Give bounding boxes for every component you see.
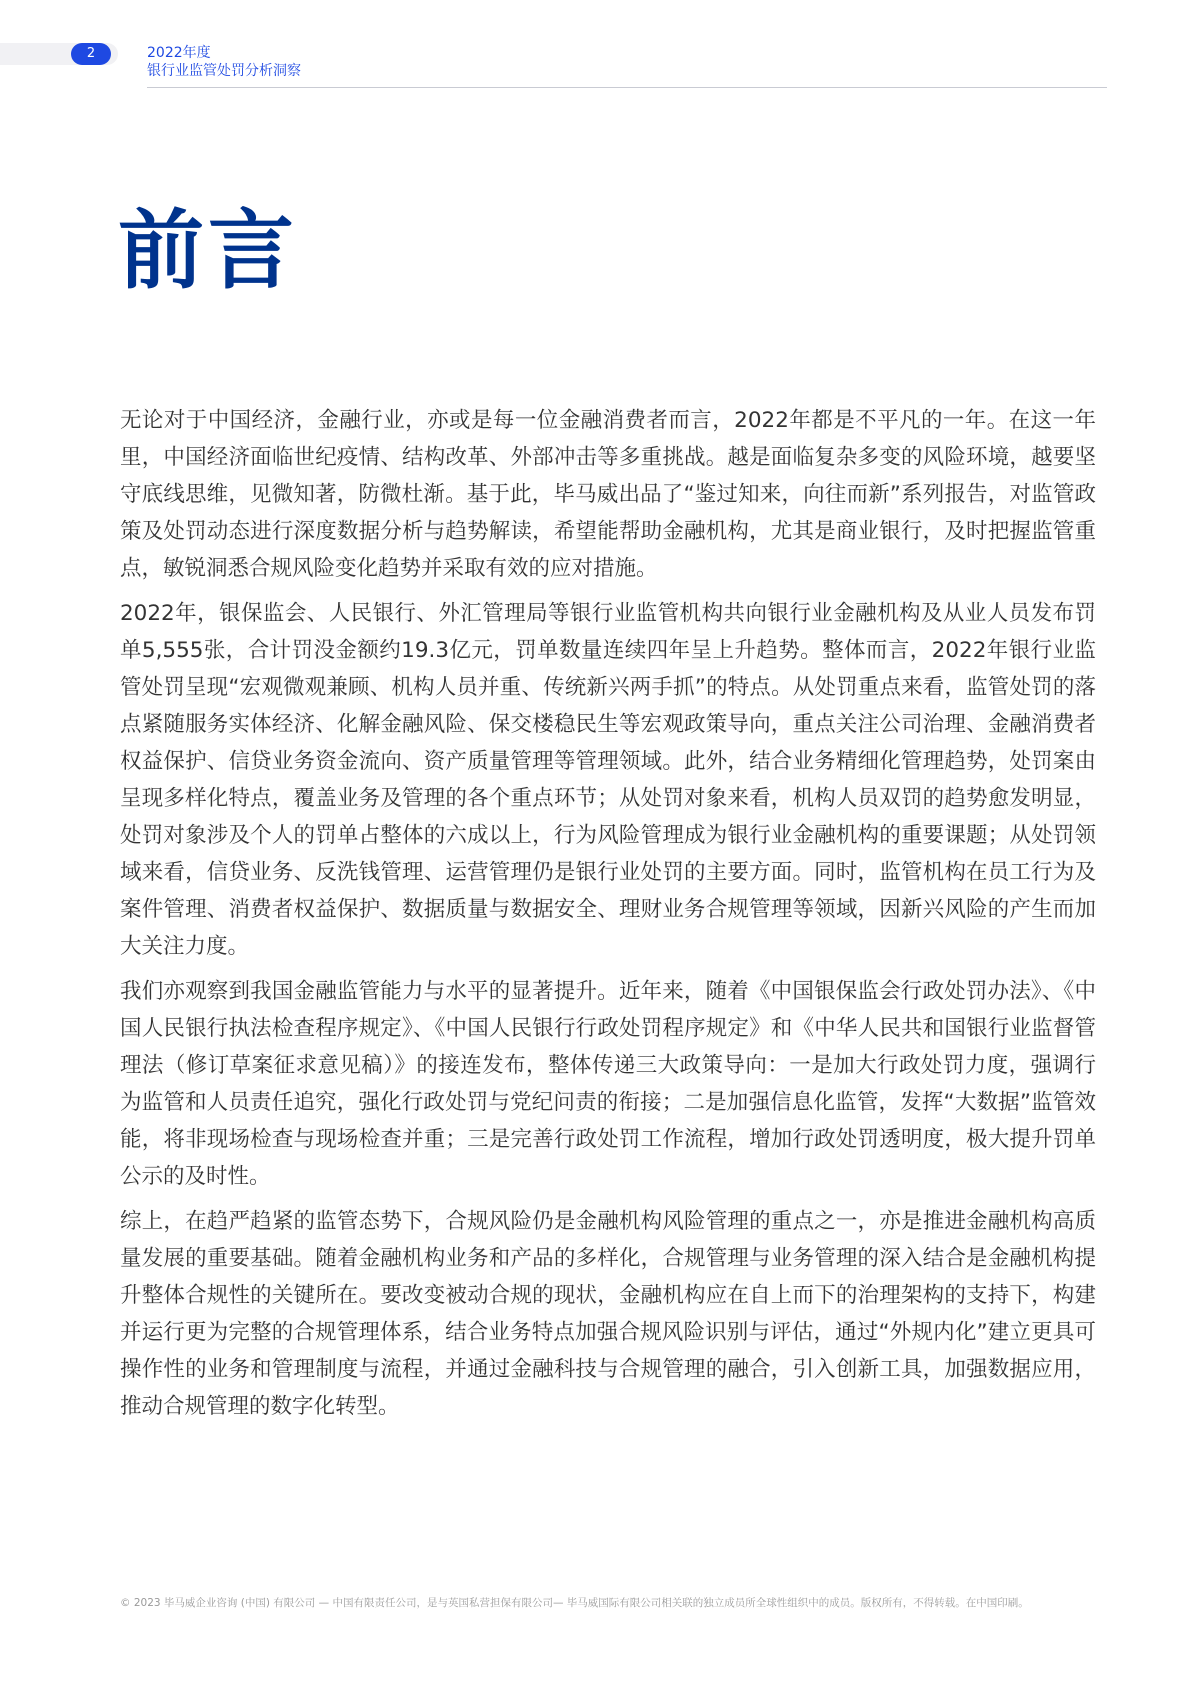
report-title-block bbox=[147, 44, 301, 80]
body-text bbox=[120, 402, 1096, 1433]
page-number-badge: 2 bbox=[71, 43, 111, 65]
paragraph-3: 我们亦观察到我国金融监管能力与水平的显著提升。近年来，随着《中国银保监会行政处罚办法》、《中国人民银行执法检查程序规定》、《中国人民银行行政处罚程序规定》和《中华人民共和国银行业监督管理法（修订草案征求意见稿）》的接连发布，整体传递三大政策导向：一是加大行政处罚力度，强调行为监管和人员责任追究，强化行政处罚与党纪问责的衔接；二是加强信息化监管，发挥“大数据”监管效能，将非现场检查与现场检查并重；三是完善行政处罚工作流程，增加行政处罚透明度，极大提升罚单公示的及时性。 bbox=[120, 979, 1096, 1189]
report-year: 2022年度 bbox=[147, 45, 211, 61]
page-header bbox=[0, 0, 1200, 92]
paragraph-4: 综上，在趋严趋紧的监管态势下，合规风险仍是金融机构风险管理的重点之一，亦是推进金融机构高质量发展的重要基础。随着金融机构业务和产品的多样化，合规管理与业务管理的深入结合是金融机构提升整体合规性的关键所在。要改变被动合规的现状，金融机构应在自上而下的治理架构的支持下，构建并运行更为完整的合规管理体系，结合业务特点加强合规风险识别与评估，通过“外规内化”建立更具可操作性的业务和管理制度与流程，并通过金融科技与合规管理的融合，引入创新工具，加强数据应用，推动合规管理的数字化转型。 bbox=[120, 1209, 1096, 1419]
paragraph-1: 无论对于中国经济，金融行业，亦或是每一位金融消费者而言，2022年都是不平凡的一年。在这一年里，中国经济面临世纪疫情、结构改革、外部冲击等多重挑战。越是面临复杂多变的风险环境，越要坚守底线思维，见微知著，防微杜渐。基于此，毕马威出品了“鉴过知来，向往而新”系列报告，对监管政策及处罚动态进行深度数据分析与趋势解读，希望能帮助金融机构，尤其是商业银行，及时把握监管重点，敏锐洞悉合规风险变化趋势并采取有效的应对措施。 bbox=[120, 408, 1096, 581]
report-name: 银行业监管处罚分析洞察 bbox=[147, 63, 301, 79]
page-title: 前言 bbox=[118, 201, 298, 301]
header-divider bbox=[147, 87, 1107, 88]
paragraph-2: 2022年，银保监会、人民银行、外汇管理局等银行业监管机构共向银行业金融机构及从业人员发布罚单5,555张，合计罚没金额约19.3亿元，罚单数量连续四年呈上升趋势。整体而言，2022年银行业监管处罚呈现“宏观微观兼顾、机构人员并重、传统新兴两手抓”的特点。从处罚重点来看，监管处罚的落点紧随服务实体经济、化解金融风险、保交楼稳民生等宏观政策导向，重点关注公司治理、金融消费者权益保护、信贷业务资金流向、资产质量管理等管理领域。此外，结合业务精细化管理趋势，处罚案由呈现多样化特点，覆盖业务及管理的各个重点环节；从处罚对象来看，机构人员双罚的趋势愈发明显，处罚对象涉及个人的罚单占整体的六成以上，行为风险管理成为银行业金融机构的重要课题；从处罚领域来看，信贷业务、反洗钱管理、运营管理仍是银行业处罚的主要方面。同时，监管机构在员工行为及案件管理、消费者权益保护、数据质量与数据安全、理财业务合规管理等领域，因新兴风险的产生而加大关注力度。 bbox=[120, 601, 1096, 959]
footer-legal-text: © 2023 毕马威企业咨询 (中国) 有限公司 — 中国有限责任公司，是与英国私营担保有限公司— 毕马威国际有限公司相关联的独立成员所全球性组织中的成员。版权所有，不得转载。在中国印刷。 bbox=[120, 1597, 1029, 1609]
